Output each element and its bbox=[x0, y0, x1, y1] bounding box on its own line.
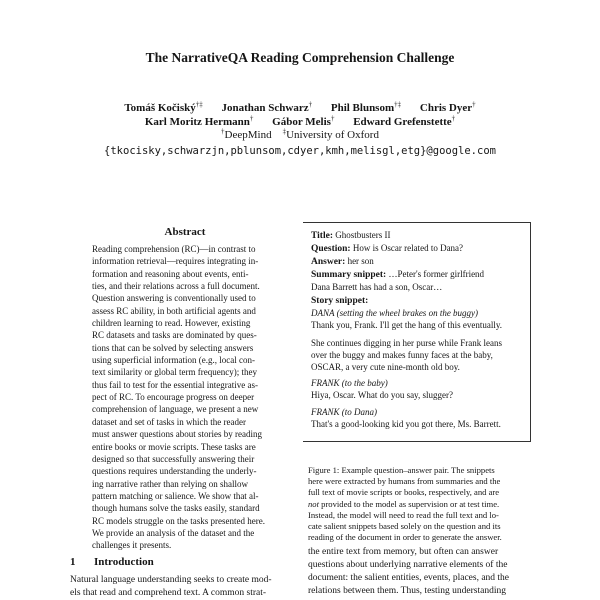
text-line: formation and reasoning about events, enti- bbox=[92, 268, 249, 279]
author-line-2 bbox=[0, 115, 600, 129]
text-line: els that read and comprehend text. A common strat- bbox=[70, 588, 267, 598]
paper-title: The NarrativeQA Reading Comprehension Challenge bbox=[145, 50, 455, 65]
text-line: challenges it presents. bbox=[92, 540, 172, 551]
figure-caption: Figure 1: Example question–answer pair. The snippets here were extracted by humans from summaries and the full text of movie scripts or books, respectively, and are not provided to the model as supervision or at test time. Instead, the model will need to read the full text and lo- cate salient snippets based solely on the question and its reading of the document in order to generate the answer. bbox=[308, 465, 502, 543]
affiliations: †DeepMind ‡University of Oxford bbox=[221, 127, 379, 141]
text-line: designed so that successfully answering their bbox=[92, 453, 255, 464]
text-line: ing narrative rather than relying on shallow bbox=[92, 478, 248, 489]
figure-summary: Summary snippet: …Peter's former girlfriend Dana Barrett has had a son, Oscar… bbox=[311, 269, 485, 292]
text-line: Reading comprehension (RC)—in contrast to bbox=[92, 244, 256, 254]
text-line: ties, and their relations across a full document. bbox=[92, 281, 260, 292]
author-name: Phil Blunsom†‡ bbox=[330, 100, 402, 114]
text-line: children learning to read. However, existing bbox=[92, 318, 251, 329]
story-direction: FRANK (to Dana) bbox=[311, 407, 377, 417]
text-line: over the buggy and makes funny faces at the baby, bbox=[311, 350, 493, 360]
text-line: OSCAR, a very cute nine-month old boy. bbox=[311, 362, 460, 372]
text-line: using superficial information (e.g., local con- bbox=[92, 355, 255, 366]
text-line: questions about underlying narrative elements of the bbox=[308, 560, 508, 570]
author-name: Jonathan Schwarz† bbox=[221, 100, 313, 114]
text-line: comprehension of language, we present a new bbox=[92, 404, 259, 415]
story-paragraph bbox=[311, 337, 526, 373]
figure-question-line: Question: How is Oscar related to Dana? bbox=[311, 243, 464, 254]
author-line-1 bbox=[0, 101, 600, 115]
story-direction: DANA (setting the wheel brakes on the buggy) bbox=[311, 308, 479, 318]
text-line: pect of RC. To encourage progress on deeper bbox=[92, 392, 255, 403]
story-direction: FRANK (to the baby) bbox=[311, 378, 388, 388]
text-line: pattern matching or salience. We show that al- bbox=[92, 490, 259, 501]
text-line: Natural language understanding seeks to create mod- bbox=[70, 575, 272, 585]
text-line: thus fail to test for the essential integrative as- bbox=[92, 379, 258, 390]
text-line: We provide an analysis of the dataset and the bbox=[92, 527, 255, 538]
author-name: Tomáš Kočiský†‡ bbox=[124, 100, 203, 114]
author-name: Edward Grefenstette† bbox=[353, 114, 456, 128]
text-line: assess RC ability, in both artificial agents and bbox=[92, 305, 256, 316]
text-line: Question answering is conventionally used to bbox=[92, 293, 256, 304]
text-line: the entire text from memory, but often can answer bbox=[308, 547, 499, 557]
author-name: Gábor Melis† bbox=[272, 114, 335, 128]
story-dialogue: Hiya, Oscar. What do you say, slugger? bbox=[311, 390, 453, 400]
abstract-body bbox=[92, 243, 284, 552]
text-line: tions that can be solved by selecting answers bbox=[92, 342, 254, 353]
story-dialogue: That's a good-looking kid you got there, Ms. Barrett. bbox=[311, 419, 501, 429]
author-name: Chris Dyer† bbox=[419, 100, 476, 114]
text-line: dataset and set of tasks in which the reader bbox=[92, 416, 246, 427]
author-emails: {tkocisky,schwarzjn,pblunsom,cdyer,kmh,melisgl,etg}@google.com bbox=[104, 145, 496, 157]
text-line: questions requires understanding the underly- bbox=[92, 466, 257, 477]
text-line: though humans solve the tasks easily, standard bbox=[92, 503, 260, 514]
figure-answer-line: Answer: her son bbox=[311, 256, 374, 267]
introduction-text bbox=[70, 574, 300, 600]
figure-title-line: Title: Ghostbusters II bbox=[311, 230, 391, 241]
right-column-text bbox=[308, 546, 533, 598]
story-dialogue: Thank you, Frank. I'll get the hang of this eventually. bbox=[311, 320, 502, 330]
text-line: text similarity or global term frequency); they bbox=[92, 367, 257, 378]
text-line: document: the salient entities, events, places, and the bbox=[308, 573, 510, 583]
figure-story-label: Story snippet: bbox=[311, 296, 369, 306]
text-line: RC models struggle on the tasks presented here. bbox=[92, 515, 265, 526]
text-line: She continues digging in her purse while Frank leans bbox=[311, 338, 502, 348]
text-line: RC datasets and tasks are dominated by ques- bbox=[92, 330, 257, 341]
text-line: information retrieval—requires integrating in- bbox=[92, 256, 259, 267]
text-line: relations between them. Thus, testing understanding bbox=[308, 586, 506, 596]
abstract-heading: Abstract bbox=[164, 226, 206, 238]
section-heading: 1 Introduction bbox=[70, 556, 154, 568]
text-line: must answer questions about stories by reading bbox=[92, 429, 262, 440]
author-name: Karl Moritz Hermann† bbox=[144, 114, 254, 128]
text-line: entire books or movie scripts. These tasks are bbox=[92, 441, 256, 452]
